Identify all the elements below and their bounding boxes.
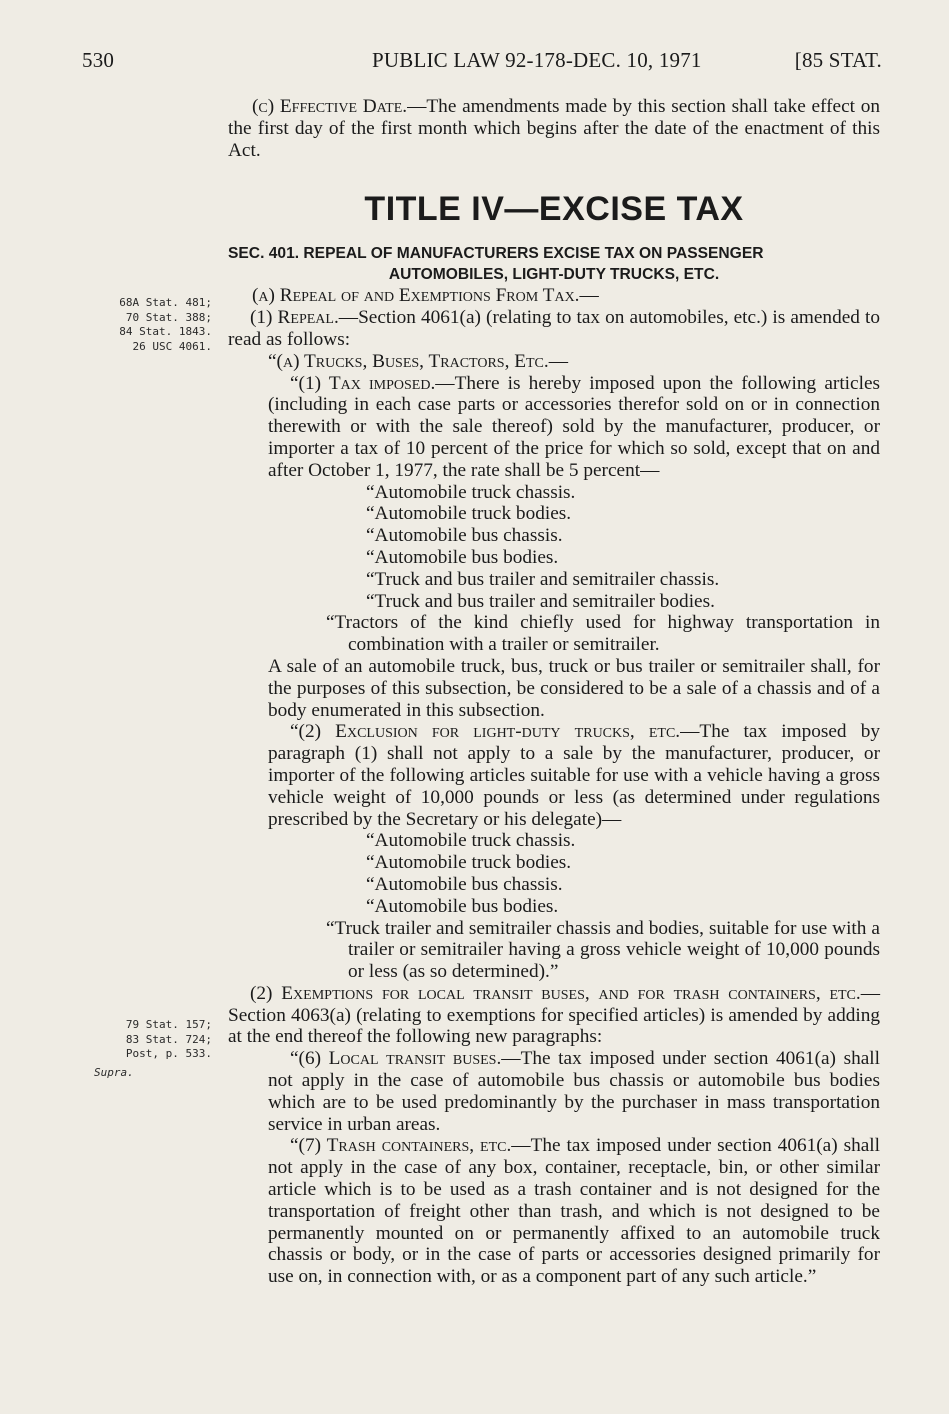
page-number: 530 xyxy=(82,48,115,72)
article-item: “Automobile truck bodies. xyxy=(366,503,572,525)
article-item: “Truck and bus trailer and semitrailer chassis. xyxy=(366,568,720,590)
paragraph-1-text: —Section 4061(a) (relating to tax on automobiles, etc.) is amended to read as follows: xyxy=(228,307,880,350)
quoted-paragraph-2 xyxy=(268,721,880,830)
quoted-amendment xyxy=(268,351,880,983)
quoted-subsection-a xyxy=(268,351,880,373)
margin-note-line: 68A Stat. 481; xyxy=(119,296,212,309)
subsection-a-dash: — xyxy=(579,285,599,307)
margin-note-line: 70 Stat. 388; xyxy=(125,310,212,324)
article-item: “Automobile truck chassis. xyxy=(366,830,576,852)
article-item: “Automobile bus chassis. xyxy=(366,525,563,547)
margin-note-stat-refs-2 xyxy=(72,1018,212,1062)
quoted-paragraph-7 xyxy=(268,1135,880,1288)
quoted-paragraph-7-text: —The tax imposed under section 4061(a) shall not apply in the case of any box, container, receptacle, bin, or other similar article which is to be used as a trash container and is not designed for the transportation of freight other than trash, and which is not designed to be permanently mounted on or permanently affixed to an automobile truck chassis or body, or in the case of parts or accessories designed primarily for use on, in connection with, or as a component part of any such article.” xyxy=(268,1135,880,1288)
quoted-paragraph-7-label: “(7) Trash containers, etc. xyxy=(290,1135,512,1157)
section-heading-line-2: AUTOMOBILES, LIGHT-DUTY TRUCKS, ETC. xyxy=(388,266,720,284)
paragraph-2 xyxy=(228,983,880,1048)
margin-note-line: 26 USC 4061. xyxy=(132,339,212,353)
statute-volume: [85 STAT. xyxy=(794,48,882,72)
quoted-paragraph-6-label: “(6) Local transit buses. xyxy=(290,1048,502,1070)
article-item: “Automobile bus bodies. xyxy=(366,546,559,568)
quoted-paragraph-6-text: —The tax imposed under section 4061(a) shall not apply in the case of automobile bus chassis or automobile bus bodies which are to be used predominantly by the purchaser in mass transportation service in urban areas. xyxy=(268,1048,880,1135)
paragraph-1 xyxy=(228,307,880,351)
law-citation: PUBLIC LAW 92-178-DEC. 10, 1971 xyxy=(372,48,702,72)
margin-note-line: 83 Stat. 724; xyxy=(125,1032,212,1046)
quoted-paragraph-1-label: “(1) Tax imposed. xyxy=(290,372,436,394)
subsection-c-label: (c) Effective Date. xyxy=(252,96,408,117)
paragraph-2-label: (2) Exemptions for local transit buses, and for trash containers, etc. xyxy=(250,982,861,1004)
paragraph-2-text: —Section 4063(a) (relating to exemptions for specified articles) is amended by adding at the end thereof the following new paragraphs: xyxy=(228,982,880,1048)
quoted-paragraph-2-label: “(2) Exclusion for light-duty trucks, etc. xyxy=(290,721,681,743)
article-item: “Truck and bus trailer and semitrailer bodies. xyxy=(366,590,715,612)
sale-provision: A sale of an automobile truck, bus, truck or bus trailer or semitrailer shall, for the purposes of this subsection, be considered to be a sale of a chassis and of a body enumerated in this subsection. xyxy=(268,655,880,721)
article-trailer: “Truck trailer and semitrailer chassis and bodies, suitable for use with a trailer or semitrailer having a gross vehicle weight of 10,000 pounds or less (as so determined).” xyxy=(326,917,880,983)
body-text xyxy=(228,96,880,1288)
section-heading-line-1: SEC. 401. REPEAL OF MANUFACTURERS EXCISE TAX ON PASSENGER xyxy=(228,245,764,263)
quoted-paragraph-6 xyxy=(268,1048,880,1135)
margin-note-line: Post, p. 533. xyxy=(125,1047,212,1060)
subsection-a-label: (a) Repeal of and Exemptions From Tax. xyxy=(252,285,580,307)
quoted-paragraph-1 xyxy=(268,373,880,482)
margin-note-supra: Supra. xyxy=(94,1066,134,1079)
article-item: “Automobile truck chassis. xyxy=(366,481,576,503)
margin-note-line: 84 Stat. 1843. xyxy=(119,325,212,338)
paragraph-1-label: (1) Repeal. xyxy=(250,307,339,329)
subsection-c xyxy=(228,96,880,161)
subsection-c-text: —The amendments made by this section shall take effect on the first day of the first month which begins after the date of the enactment of this Act. xyxy=(228,96,881,161)
quoted-subsection-a-dash: — xyxy=(548,350,568,372)
article-tractors: “Tractors of the kind chiefly used for highway transportation in combination with a trailer or semitrailer. xyxy=(326,612,880,656)
page-header xyxy=(82,48,882,74)
quoted-paragraph-1-text: —There is hereby imposed upon the following articles (including in each case parts or accessories therefor sold on or in connection therewith or with the sale thereof) sold by the manufacturer, producer, or importer a tax of 10 percent of the price for which so sold, except that on and after October 1, 1977, the rate shall be 5 percent— xyxy=(268,372,881,481)
title-heading: TITLE IV—EXCISE TAX xyxy=(364,190,744,229)
article-item: “Automobile truck bodies. xyxy=(366,852,572,874)
margin-note-line: 79 Stat. 157; xyxy=(125,1018,212,1031)
quoted-subsection-a-label: “(a) Trucks, Buses, Tractors, Etc. xyxy=(268,350,549,372)
subsection-a-heading xyxy=(228,285,880,307)
section-heading xyxy=(228,243,880,285)
article-item: “Automobile bus chassis. xyxy=(366,873,563,895)
margin-note-stat-refs xyxy=(72,296,212,354)
article-item: “Automobile bus bodies. xyxy=(366,895,559,917)
quoted-paragraph-2-text: —The tax imposed by paragraph (1) shall not apply to a sale by the manufacturer, producer, or importer of the following articles suitable for use with a vehicle having a gross vehicle weight of 10,000 pounds or less (as determined under regulations prescribed by the Secretary or his delegate)— xyxy=(268,721,880,830)
quoted-new-paragraphs xyxy=(268,1048,880,1288)
